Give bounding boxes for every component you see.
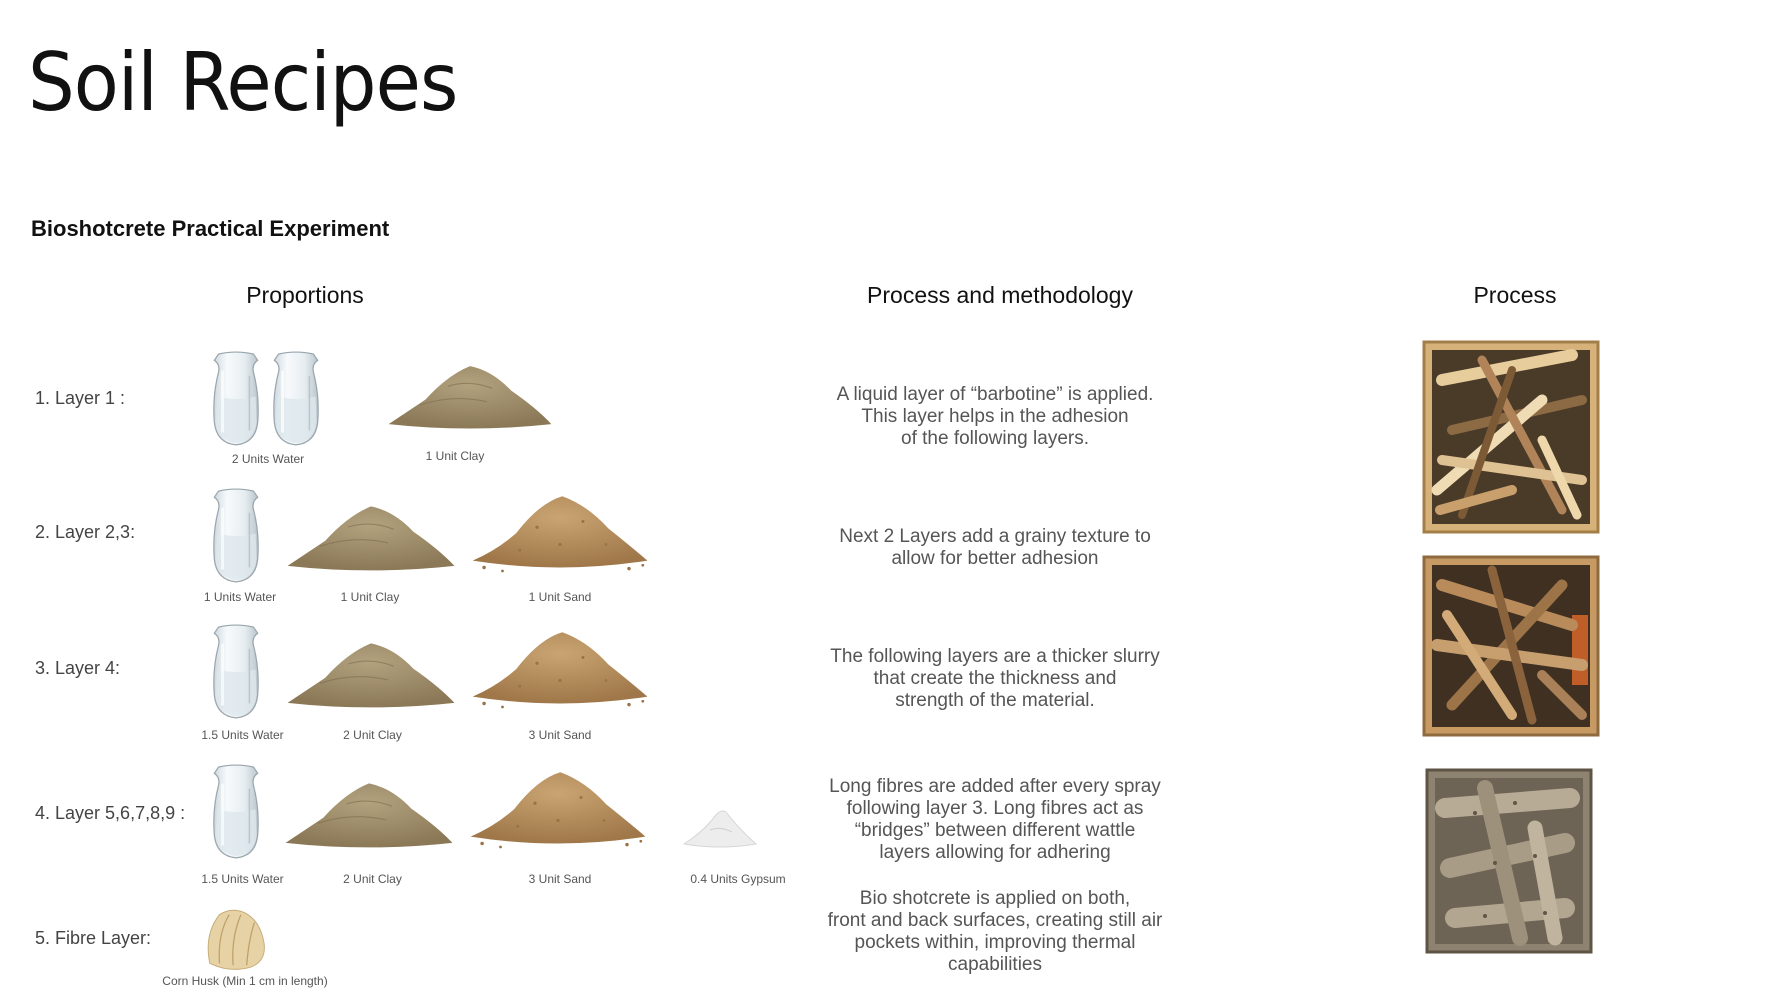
ingredient-caption: 2 Units Water: [231, 452, 305, 466]
page-title: Soil Recipes: [28, 36, 458, 129]
clay-pile-icon: [385, 355, 555, 433]
water-jug-icon: [208, 763, 264, 861]
layer-description-2: Next 2 Layers add a grainy texture to allow for better adhesion: [839, 526, 1151, 569]
page-subtitle: Bioshotcrete Practical Experiment: [31, 216, 390, 241]
layer-label-4: 4. Layer 5,6,7,8,9 :: [35, 803, 186, 823]
layer-label-5: 5. Fibre Layer:: [35, 928, 152, 948]
column-header-method: Process and methodology: [867, 282, 1133, 308]
water-jug-icon: [208, 350, 264, 448]
ingredient-caption: 3 Unit Sand: [528, 728, 592, 742]
column-header-process: Process: [1473, 282, 1557, 308]
ingredient-caption: 2 Unit Clay: [343, 728, 402, 742]
gypsum-pile-icon: [680, 800, 760, 850]
layer-label-3: 3. Layer 4:: [35, 658, 121, 678]
water-jug-icon: [208, 623, 264, 721]
ingredient-caption: 2 Unit Clay: [343, 872, 402, 886]
clay-pile-icon: [285, 632, 457, 712]
layer-description-4: Long fibres are added after every spray following layer 3. Long fibres act as “bridges” between different wattle layers allowing for adhering: [829, 776, 1161, 863]
ingredient-caption: 1 Unit Sand: [528, 590, 592, 604]
ingredient-caption: Corn Husk (Min 1 cm in length): [162, 974, 328, 988]
ingredient-caption: 1.5 Units Water: [201, 728, 284, 742]
layer-label-1: 1. Layer 1 :: [35, 388, 126, 408]
water-jug-icon: [268, 350, 324, 448]
sand-pile-icon: [468, 487, 652, 579]
layer-description-5: Bio shotcrete is applied on both, front and back surfaces, creating still air pockets within, improving thermal capabilities: [827, 888, 1163, 975]
water-jug-icon: [208, 487, 264, 585]
sand-pile-icon: [466, 763, 650, 855]
corn-husk-icon: [200, 905, 272, 973]
clay-pile-icon: [285, 495, 457, 575]
process-photo-wattle-crate-2: [1422, 555, 1600, 737]
process-photo-wattle-crate: [1422, 340, 1600, 534]
ingredient-caption: 1 Units Water: [203, 590, 277, 604]
ingredient-caption: 1.5 Units Water: [201, 872, 284, 886]
process-photo-shotcrete-coated: [1425, 768, 1593, 954]
layer-description-1: A liquid layer of “barbotine” is applied. This layer helps in the adhesion of the following layers.: [836, 384, 1154, 449]
ingredient-caption: 3 Unit Sand: [528, 872, 592, 886]
ingredient-caption: 0.4 Units Gypsum: [690, 872, 786, 886]
column-header-proportions: Proportions: [246, 282, 364, 308]
clay-pile-icon: [283, 772, 455, 852]
sand-pile-icon: [468, 623, 652, 715]
layer-description-3: The following layers are a thicker slurry that create the thickness and strength of the material.: [830, 646, 1160, 711]
ingredient-caption: 1 Unit Clay: [425, 449, 485, 463]
ingredient-caption: 1 Unit Clay: [340, 590, 400, 604]
layer-label-2: 2. Layer 2,3:: [35, 522, 136, 542]
